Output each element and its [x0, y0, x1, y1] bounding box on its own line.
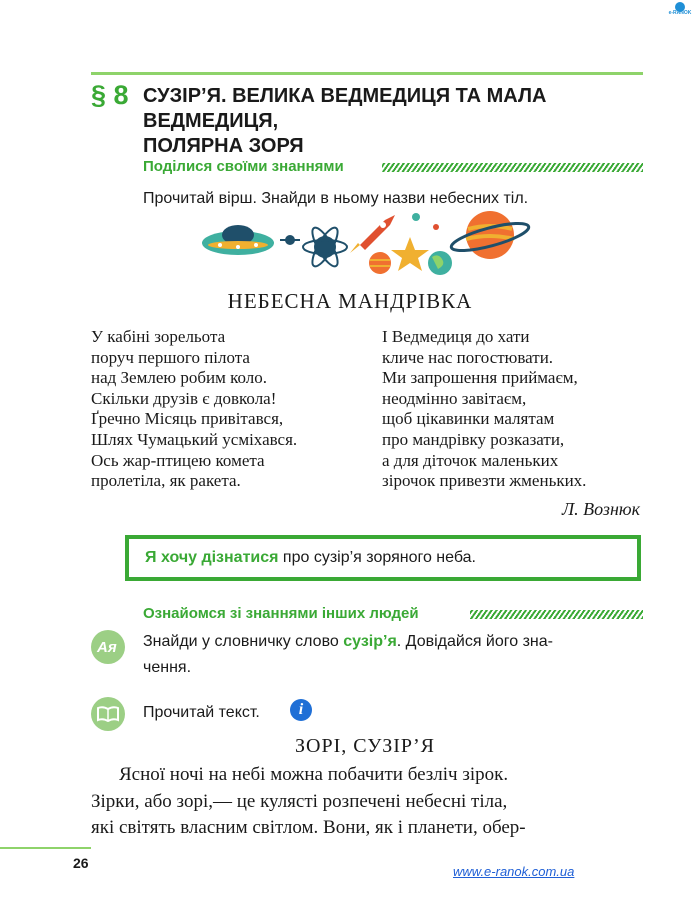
others-hatch-divider [470, 610, 643, 619]
open-book-icon [97, 706, 119, 722]
poem-line: поруч першого пілота [91, 347, 250, 367]
poem-right-column [382, 327, 586, 492]
earth-icon [428, 251, 452, 275]
dictionary-letters-icon [96, 636, 120, 658]
poem-line: щоб цікавинки малятам [382, 409, 555, 429]
info-icon: i [290, 699, 312, 721]
share-task: Прочитай вірш. Знайди в ньому назви небесних тіл. [143, 190, 529, 207]
poem-line: Шлях Чумацький усміхався. [91, 429, 298, 449]
poem-line: Ось жар-птицею комета [91, 450, 265, 470]
publisher-logo [666, 2, 694, 16]
ufo-icon [202, 225, 274, 255]
section-title-line-2: ПОЛЯРНА ЗОРЯ [143, 135, 304, 157]
text-line: Зірки, або зорі,— це кулясті розпечені небесні тіла, [91, 790, 508, 812]
poem-line: зірочок привезти жменьких. [382, 471, 587, 491]
poem-title: НЕБЕСНА МАНДРІВКА [227, 289, 473, 313]
poem-line: пролетіла, як ракета. [91, 471, 241, 491]
goal-highlight: Я хочу дізнатися [145, 549, 279, 566]
poem-line: Ми запрошення приймаєм, [382, 368, 578, 388]
poem-line: кличе нас погостювати. [382, 347, 554, 367]
poem-line: над Землею робим коло. [91, 368, 268, 388]
read-task: Прочитай текст. [143, 704, 260, 721]
svg-text:Ая: Ая [97, 639, 117, 656]
logo-text: e-RANOK [668, 10, 692, 16]
dictionary-task-line-2: чення. [143, 659, 192, 676]
poem-line: а для діточок маленьких [382, 450, 559, 470]
satellite-icon [280, 235, 300, 245]
share-heading: Поділися своїми знаннями [143, 158, 344, 175]
top-divider [91, 72, 643, 75]
planet-icon [369, 252, 391, 274]
others-heading: Ознайомся зі знаннями інших людей [143, 605, 419, 622]
section-number: § 8 [91, 80, 129, 110]
saturn-icon [449, 211, 531, 259]
text-line: Ясної ночі на небі можна побачити безліч зірок. [119, 764, 509, 785]
dictionary-task-line-1: Знайди у словничку слово сузір’я. Довідайся його зна- [143, 633, 553, 650]
section-title-line-1: СУЗІР’Я. ВЕЛИКА ВЕДМЕДИЦЯ ТА МАЛА ВЕДМЕДИЦЯ, [143, 85, 547, 132]
poem-line: Скільки друзів є довкола! [91, 388, 277, 408]
poem-line: У кабіні зорельота [91, 327, 226, 346]
section-title [143, 84, 643, 159]
text-title: ЗОРІ, СУЗІР’Я [294, 735, 436, 757]
dictionary-word: сузір’я [343, 633, 397, 650]
bottom-divider [0, 847, 91, 849]
poem-line: Ґречно Місяць привітався, [91, 409, 284, 429]
space-illustration [200, 205, 535, 280]
dictionary-badge-icon [91, 630, 125, 664]
goal-frame [125, 535, 641, 581]
poem-line: про мандрівку розказати, [382, 429, 565, 449]
goal-text [145, 549, 476, 567]
share-hatch-divider [382, 163, 643, 172]
page-number: 26 [73, 855, 89, 871]
atom-icon [303, 224, 347, 269]
dictionary-task [143, 629, 643, 681]
poem-line: І Ведмедиця до хати [382, 327, 530, 346]
poem-left-column [91, 327, 297, 492]
star-icon [391, 237, 429, 271]
text-body [91, 762, 643, 842]
text-line: які світять власним світлом. Вони, як і планети, обер- [91, 817, 526, 838]
poem-author: Л. Вознюк [561, 499, 640, 519]
rocket-icon [350, 215, 395, 253]
website-link[interactable]: www.e-ranok.com.ua [453, 864, 575, 879]
book-badge-icon [91, 697, 125, 731]
poem-line: неодмінно завітаєм, [382, 388, 527, 408]
goal-rest: про сузір’я зоряного неба. [278, 549, 476, 566]
